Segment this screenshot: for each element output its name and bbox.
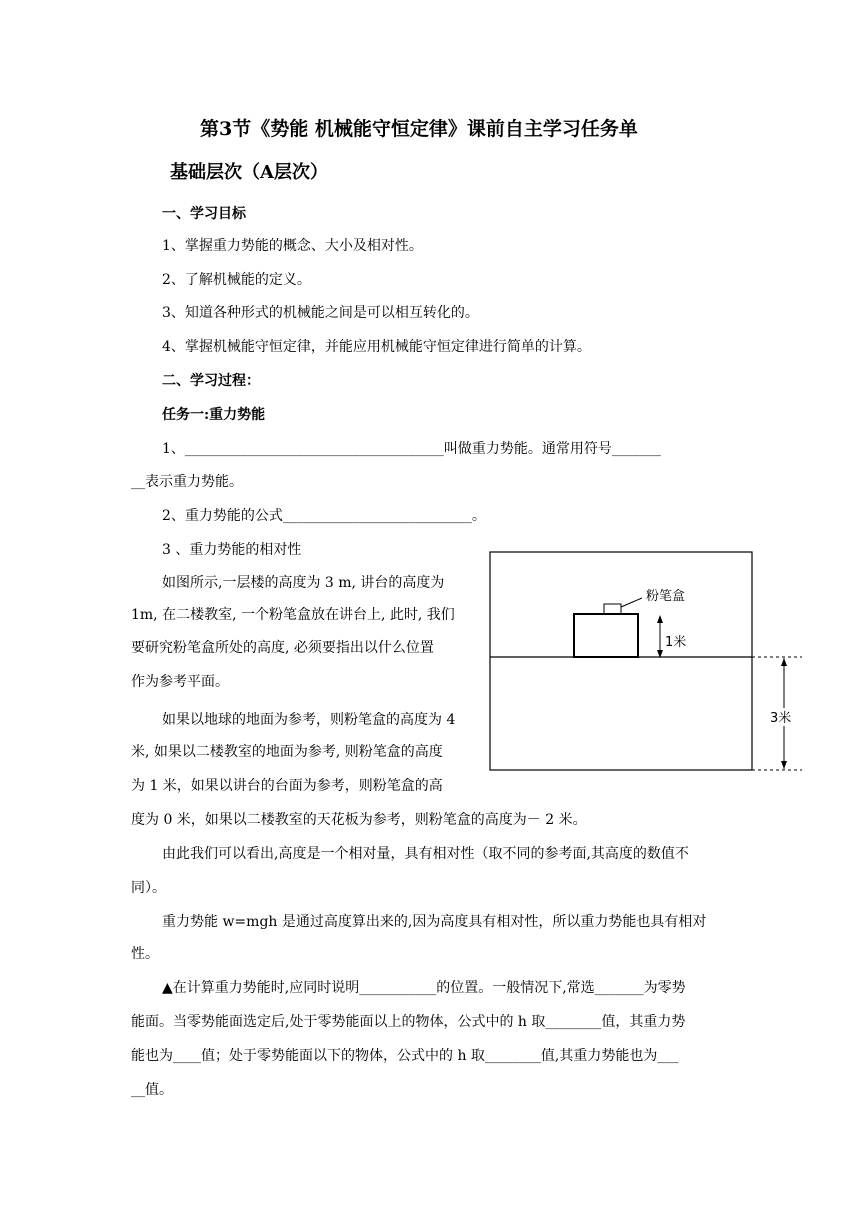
arrow-down-3m — [781, 761, 787, 769]
q2-prefix: 2、重力势能的公式 — [162, 508, 283, 524]
paragraph-line: 性。 — [131, 946, 159, 962]
chalk-box — [604, 604, 621, 614]
arrow-up-3m — [781, 658, 787, 666]
label-3m: 3米 — [770, 711, 792, 726]
paragraph-line: __值。 — [131, 1082, 173, 1098]
question-1-line2 — [131, 472, 243, 492]
paragraph-line: 作为参考平面。 — [131, 674, 229, 690]
height-diagram — [486, 548, 816, 780]
paragraph-line: ▲在计算重力势能时,应同时说明___________的位置。一般情况下,常选_______为零势 — [162, 980, 686, 996]
q1-blank: _____________________________________ — [184, 441, 444, 457]
q1-line2-blank: __ — [131, 474, 145, 490]
paragraph-line: 同）。 — [131, 880, 166, 896]
paragraph-line: 重力势能 w=mgh 是通过高度算出来的,因为高度具有相对性，所以重力势能也具有相对 — [162, 914, 707, 930]
paragraph-line: 1m, 在二楼教室, 一个粉笔盒放在讲台上, 此时, 我们 — [131, 607, 455, 623]
lectern — [574, 614, 638, 657]
paragraph-line: 为 1 米，如果以讲台的台面为参考，则粉笔盒的高 — [131, 778, 443, 794]
chalk-box-label: 粉笔盒 — [646, 589, 686, 604]
section-heading-goals: 一、学习目标 — [162, 206, 246, 222]
q1-text: 叫做重力势能。通常用符号 — [443, 441, 612, 457]
building-frame — [490, 552, 752, 770]
q2-blank: ___________________________ — [282, 508, 472, 524]
paragraph-line: 度为 0 米，如果以二楼教室的天花板为参考，则粉笔盒的高度为－ 2 米。 — [131, 812, 587, 828]
arrow-up-1m — [657, 615, 663, 623]
q2-end: 。 — [471, 508, 486, 524]
goal-item: 4、掌握机械能守恒定律，并能应用机械能守恒定律进行简单的计算。 — [162, 339, 591, 355]
section-heading-process: 二、学习过程： — [162, 373, 260, 389]
paragraph-line: 要研究粉笔盒所处的高度, 必须要指出以什么位置 — [131, 640, 434, 656]
paragraph-line: 能面。当零势能面选定后,处于零势能面以上的物体，公式中的 h 取________值，其重力势 — [131, 1014, 686, 1030]
question-2 — [162, 506, 486, 526]
label-1m: 1米 — [665, 635, 687, 650]
q1-line2-text: 表示重力势能。 — [145, 474, 243, 490]
goal-item: 1、掌握重力势能的概念、大小及相对性。 — [162, 238, 423, 254]
task-heading: 任务一:重力势能 — [162, 407, 266, 423]
goal-item: 2、了解机械能的定义。 — [162, 272, 311, 288]
q1-blank-symbol: _______ — [611, 441, 661, 457]
q1-prefix: 1、 — [162, 441, 185, 457]
leader-line — [621, 598, 642, 607]
goal-item: 3、知道各种形式的机械能之间是可以相互转化的。 — [162, 305, 479, 321]
level-heading: 基础层次（A层次） — [170, 162, 328, 183]
paragraph-line: 能也为____值；处于零势能面以下的物体，公式中的 h 取________值,其重力势能也为___ — [131, 1048, 679, 1064]
question-1 — [162, 439, 661, 459]
paragraph-line: 如果以地球的地面为参考，则粉笔盒的高度为 4 — [162, 712, 456, 728]
paragraph-line: 米, 如果以二楼教室的地面为参考, 则粉笔盒的高度 — [131, 744, 443, 760]
paragraph-line: 由此我们可以看出,高度是一个相对量，具有相对性（取不同的参考面,其高度的数值不 — [162, 846, 689, 862]
paragraph-line: 如图所示,一层楼的高度为 3 m, 讲台的高度为 — [162, 575, 445, 591]
page-title: 第3节《势能 机械能守恒定律》课前自主学习任务单 — [200, 118, 638, 140]
question-3-heading: 3 、重力势能的相对性 — [162, 542, 302, 558]
